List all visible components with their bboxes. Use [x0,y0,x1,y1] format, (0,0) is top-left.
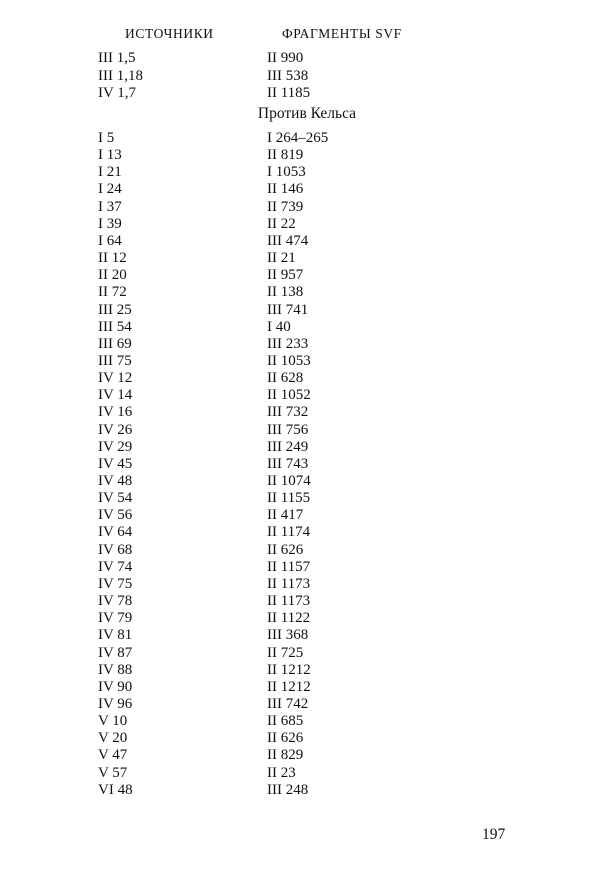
table-row [0,181,600,198]
table-row [0,387,600,404]
source-cell: III 25 [98,301,132,318]
source-cell: IV 26 [98,421,133,438]
fragment-cell: II 1212 [267,661,311,678]
table-row [0,593,600,610]
source-cell: III 1,18 [98,67,143,84]
fragment-cell: II 22 [267,215,296,232]
fragment-cell: III 756 [267,421,309,438]
source-cell: VI 48 [98,781,133,798]
source-cell: IV 81 [98,627,133,644]
table-row [0,50,600,67]
source-cell: IV 90 [98,678,133,695]
table-row [0,439,600,456]
table-row [0,130,600,147]
fragment-cell: III 233 [267,335,309,352]
fragment-cell: II 1157 [267,558,311,575]
column-headers [0,26,600,46]
table-row [0,730,600,747]
table-row [0,713,600,730]
source-cell: IV 1,7 [98,85,137,101]
source-cell: IV 54 [98,490,133,507]
fragment-cell: II 146 [267,181,304,198]
table-row [0,422,600,439]
fragment-cell: II 1185 [267,85,311,101]
source-cell: IV 29 [98,438,133,455]
source-cell: I 37 [98,198,122,215]
table-row [0,747,600,764]
source-cell: V 47 [98,747,128,764]
fragment-cell: I 1053 [267,164,306,181]
fragment-cell: II 1174 [267,524,311,541]
fragment-cell: II 1173 [267,575,311,592]
fragment-cell: II 829 [267,747,304,764]
fragment-cell: III 538 [267,67,309,84]
fragment-cell: II 819 [267,147,304,164]
source-cell: IV 75 [98,575,133,592]
fragment-cell: II 1155 [267,490,311,507]
table-row [0,782,600,799]
source-cell: II 20 [98,267,127,284]
fragment-cell: III 368 [267,627,309,644]
source-cell: I 21 [98,164,122,181]
fragment-cell: II 1173 [267,593,311,610]
table-row [0,524,600,541]
table-row [0,302,600,319]
fragment-cell: III 248 [267,781,309,798]
source-cell: V 20 [98,730,128,747]
table-row [0,85,600,102]
table-row [0,542,600,559]
table-row [0,353,600,370]
fragment-cell: II 1074 [267,473,311,489]
table-row [0,233,600,250]
table-row [0,199,600,216]
source-cell: IV 12 [98,370,133,387]
fragment-cell: II 417 [267,507,304,524]
source-cell: IV 78 [98,593,133,610]
source-cell: I 13 [98,147,122,164]
fragment-cell: III 474 [267,232,309,249]
table-row [0,627,600,644]
fragment-cell: I 40 [267,318,291,335]
source-cell: V 10 [98,713,128,730]
table-row [0,696,600,713]
fragment-cell: II 1212 [267,678,311,695]
table-row [0,765,600,782]
source-cell: IV 88 [98,661,133,678]
fragment-cell: II 685 [267,713,304,730]
table-row [0,319,600,336]
table-row [0,490,600,507]
table-row [0,147,600,164]
source-cell: IV 14 [98,387,133,404]
fragment-cell: II 990 [267,50,304,66]
page-number: 197 [482,826,506,843]
source-cell: IV 68 [98,541,133,558]
table-row [0,456,600,473]
source-cell: I 64 [98,232,122,249]
fragment-cell: II 628 [267,370,304,387]
source-cell: I 24 [98,181,122,198]
header-fragments: ФРАГМЕНТЫ SVF [282,26,402,41]
fragment-cell: II 626 [267,541,304,558]
fragment-cell: II 957 [267,267,304,284]
fragment-cell: III 249 [267,438,309,455]
table-row [0,645,600,662]
source-cell: IV 74 [98,558,133,575]
fragment-cell: II 138 [267,284,304,301]
fragment-cell: II 23 [267,764,296,781]
source-cell: IV 16 [98,404,133,421]
fragment-cell: III 732 [267,404,309,421]
table-row [0,610,600,627]
header-sources: ИСТОЧНИКИ [125,26,214,41]
fragment-cell: II 1122 [267,610,311,627]
fragment-cell: II 1052 [267,387,311,404]
source-cell: IV 56 [98,507,133,524]
source-cell: III 69 [98,335,132,352]
table-row [0,68,600,85]
source-cell: IV 79 [98,610,133,627]
fragment-cell: III 742 [267,695,309,712]
table-row [0,370,600,387]
source-cell: IV 87 [98,644,133,661]
fragment-cell: II 739 [267,198,304,215]
table-row [0,679,600,696]
fragment-cell: II 21 [267,250,296,267]
table-row [0,473,600,490]
table-row [0,559,600,576]
fragment-cell: II 626 [267,730,304,747]
table-row [0,576,600,593]
source-cell: I 39 [98,215,122,232]
fragment-cell: I 264–265 [267,130,329,146]
source-cell: I 5 [98,130,115,146]
source-cell: IV 45 [98,455,133,472]
source-cell: IV 96 [98,695,133,712]
source-cell: III 75 [98,352,132,369]
source-cell: IV 64 [98,524,133,541]
table-row [0,250,600,267]
source-cell: IV 48 [98,473,133,489]
table-row [0,216,600,233]
section-title: Против Кельса [257,105,357,122]
table-row [0,336,600,353]
table-row [0,662,600,679]
source-cell: V 57 [98,764,128,781]
fragment-cell: III 743 [267,455,309,472]
table-row [0,507,600,524]
table-row [0,284,600,301]
fragment-cell: II 1053 [267,352,311,369]
table-row [0,404,600,421]
source-cell: III 54 [98,318,132,335]
source-cell: II 72 [98,284,127,301]
fragment-cell: III 741 [267,301,309,318]
source-cell: III 1,5 [98,50,136,66]
table-row [0,164,600,181]
source-cell: II 12 [98,250,127,267]
table-row [0,267,600,284]
fragment-cell: II 725 [267,644,304,661]
